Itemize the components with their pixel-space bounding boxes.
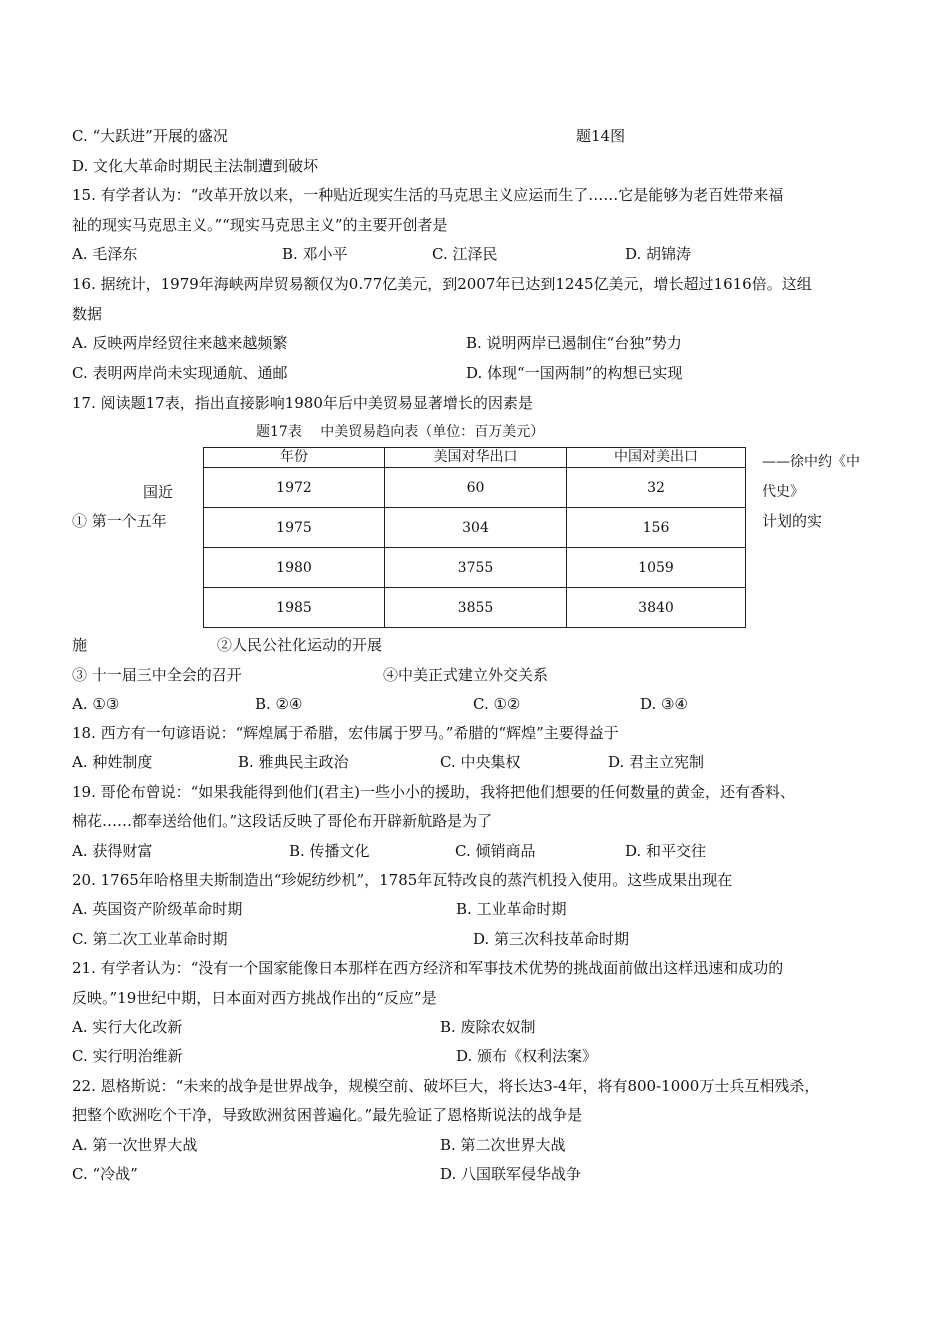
q16-option-d: D. 体现“一国两制”的构想已实现: [466, 364, 683, 382]
q17-table-title: 题17表 中美贸易趋向表（单位：百万美元）: [256, 424, 545, 440]
q15-option-c: C. 江泽民: [432, 245, 498, 263]
table-cell: 3840: [567, 588, 746, 628]
table-cell: 32: [567, 468, 746, 508]
q21-stem-line1: 21. 有学者认为：“没有一个国家能像日本那样在西方经济和军事技术优势的挑战面前做出这样迅速和成功的: [72, 959, 784, 977]
q20-option-a: A. 英国资产阶级革命时期: [72, 900, 243, 918]
table-row: [204, 508, 746, 548]
table-cell: 304: [385, 508, 567, 548]
trade-table: [203, 447, 746, 628]
q21-stem-line2: 反映。”19世纪中期，日本面对西方挑战作出的“反应”是: [72, 989, 437, 1007]
q21-option-d: D. 颁布《权利法案》: [456, 1047, 598, 1065]
column-header-china-exports: 中国对美出口: [567, 448, 746, 468]
q17-source-line1: ——徐中约《中: [762, 454, 860, 470]
q17-item2: ②人民公社化运动的开展: [217, 636, 383, 654]
q17-option-a: A. ①③: [72, 695, 120, 713]
column-header-us-exports: 美国对华出口: [385, 448, 567, 468]
q19-option-a: A. 获得财富: [72, 842, 153, 860]
q19-option-d: D. 和平交往: [625, 842, 707, 860]
table-cell: 1972: [204, 468, 385, 508]
q14-option-c: C. “大跃进”开展的盛况: [72, 127, 228, 145]
q17-item1-end: 施: [72, 636, 88, 654]
column-header-year: 年份: [204, 448, 385, 468]
q17-stem: 17. 阅读题17表，指出直接影响1980年后中美贸易显著增长的因素是: [72, 394, 533, 412]
q17-side-left-2: ① 第一个五年: [72, 512, 167, 530]
q22-option-c: C. “冷战”: [72, 1165, 138, 1183]
q14-figure-caption: 题14图: [576, 127, 626, 145]
q16-option-b: B. 说明两岸已遏制住“台独”势力: [466, 334, 682, 352]
q19-stem-line2: 棉花……都奉送给他们。”这段话反映了哥伦布开辟新航路是为了: [72, 812, 493, 830]
q16-option-a: A. 反映两岸经贸往来越来越频繁: [72, 334, 288, 352]
q21-option-c: C. 实行明治维新: [72, 1047, 183, 1065]
q18-option-b: B. 雅典民主政治: [238, 753, 349, 771]
q14-option-d: D. 文化大革命时期民主法制遭到破坏: [72, 157, 319, 175]
q17-option-d: D. ③④: [640, 695, 688, 713]
q17-source-line2: 代史》: [762, 484, 804, 500]
q22-stem-line2: 把整个欧洲吃个干净，导致欧洲贫困普遍化。”最先验证了恩格斯说法的战争是: [72, 1106, 583, 1124]
q22-option-d: D. 八国联军侵华战争: [440, 1165, 582, 1183]
table-header-row: [204, 448, 746, 468]
q22-option-b: B. 第二次世界大战: [440, 1136, 566, 1154]
q16-stem-line2: 数据: [72, 305, 103, 323]
q21-option-a: A. 实行大化改新: [72, 1018, 183, 1036]
q17-option-c: C. ①②: [473, 695, 521, 713]
q17-side-right-2: 计划的实: [762, 512, 823, 530]
q15-option-a: A. 毛泽东: [72, 245, 138, 263]
q17-option-b: B. ②④: [255, 695, 303, 713]
q19-stem-line1: 19. 哥伦布曾说：“如果我能得到他们(君主)一些小小的援助，我将把他们想要的任何数量的黄金，还有香料、: [72, 783, 796, 801]
table-cell: 156: [567, 508, 746, 548]
table-cell: 3755: [385, 548, 567, 588]
q15-stem-line1: 15. 有学者认为：“改革开放以来，一种贴近现实生活的马克思主义应运而生了……它是能够为老百姓带来福: [72, 186, 784, 204]
table-row: [204, 548, 746, 588]
q17-item4: ④中美正式建立外交关系: [383, 666, 549, 684]
q15-option-d: D. 胡锦涛: [625, 245, 692, 263]
q19-option-c: C. 倾销商品: [455, 842, 536, 860]
q16-stem-line1: 16. 据统计，1979年海峡两岸贸易额仅为0.77亿美元，到2007年已达到1245亿美元，增长超过1616倍。这组: [72, 275, 812, 293]
table-cell: 1975: [204, 508, 385, 548]
q16-option-c: C. 表明两岸尚未实现通航、通邮: [72, 364, 288, 382]
q20-option-d: D. 第三次科技革命时期: [473, 930, 630, 948]
q20-option-b: B. 工业革命时期: [456, 900, 567, 918]
table-cell: 1980: [204, 548, 385, 588]
q18-option-c: C. 中央集权: [440, 753, 521, 771]
q18-option-a: A. 种姓制度: [72, 753, 153, 771]
table-cell: 1059: [567, 548, 746, 588]
q17-side-left-1: 国近: [143, 483, 174, 501]
table-row: [204, 588, 746, 628]
q18-stem: 18. 西方有一句谚语说：“辉煌属于希腊，宏伟属于罗马。”希腊的“辉煌”主要得益于: [72, 724, 619, 742]
table-cell: 3855: [385, 588, 567, 628]
q22-option-a: A. 第一次世界大战: [72, 1136, 198, 1154]
table-row: [204, 468, 746, 508]
q15-option-b: B. 邓小平: [282, 245, 348, 263]
q22-stem-line1: 22. 恩格斯说：“未来的战争是世界战争，规模空前、破坏巨大，将长达3-4年，将有800-1000万士兵互相残杀，: [72, 1077, 820, 1095]
q15-stem-line2: 祉的现实马克思主义。”“现实马克思主义”的主要开创者是: [72, 216, 448, 234]
q20-stem: 20. 1765年哈格里夫斯制造出“珍妮纺纱机”，1785年瓦特改良的蒸汽机投入使用。这些成果出现在: [72, 871, 733, 889]
q17-item3: ③ 十一届三中全会的召开: [72, 666, 242, 684]
q18-option-d: D. 君主立宪制: [608, 753, 705, 771]
q20-option-c: C. 第二次工业革命时期: [72, 930, 228, 948]
table-cell: 1985: [204, 588, 385, 628]
table-cell: 60: [385, 468, 567, 508]
q19-option-b: B. 传播文化: [289, 842, 370, 860]
q21-option-b: B. 废除农奴制: [440, 1018, 536, 1036]
